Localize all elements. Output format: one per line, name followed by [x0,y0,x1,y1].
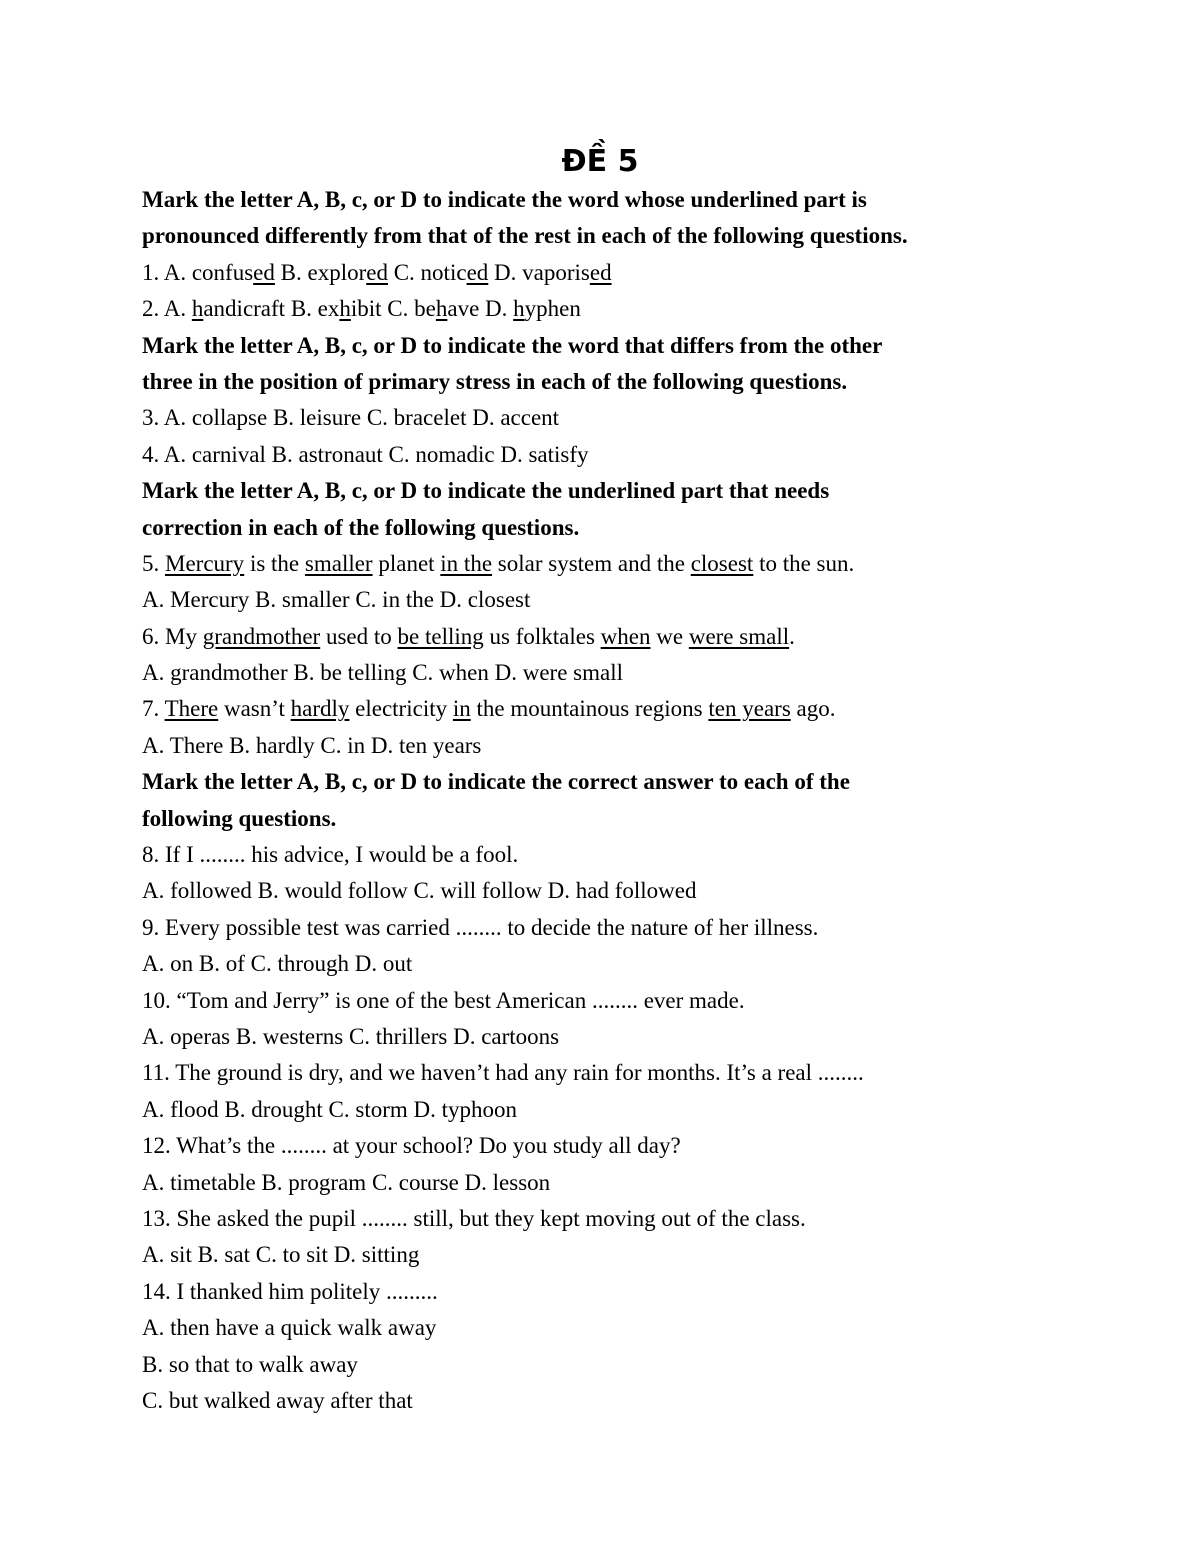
document-body [142,182,1072,1419]
text-segment: 12. What’s the ........ at your school? Do you study all day? [142,1133,681,1159]
text-segment: is the [244,550,305,576]
underlined-segment: h [513,296,525,322]
question-line [142,1019,1072,1055]
underlined-segment: when [600,623,651,649]
question-line [142,655,1072,691]
question-line [142,1347,1072,1383]
question-line [142,1165,1072,1201]
text-segment: solar system and the [492,550,691,576]
question-line [142,1201,1072,1237]
underlined-segment: h [191,296,204,322]
underlined-segment: closest [690,550,754,576]
underlined-segment: grandmother [202,623,321,649]
text-segment: C. notic [387,259,467,285]
question-line [142,437,1072,473]
text-segment: A. on B. of C. through D. out [142,951,413,977]
text-segment: andicraft B. ex [203,296,340,322]
text-segment: ago. [790,696,836,722]
text-segment: . [789,623,795,649]
instruction-line: correction in each of the following questions. [142,514,580,540]
question-line [142,728,1072,764]
instruction-line: following questions. [142,805,337,831]
text-segment: planet [372,550,441,576]
question-line [142,983,1072,1019]
underlined-segment: ten years [708,696,791,722]
underlined-segment: in [452,696,471,722]
text-segment: A. Mercury B. smaller C. in the D. closest [142,587,531,613]
instruction-line: three in the position of primary stress in each of the following questions. [142,368,848,394]
question-line [142,619,1072,655]
text-segment: 8. If I ........ his advice, I would be a fool. [142,842,519,868]
question-line [142,1237,1072,1273]
text-segment: we [650,623,689,649]
text-segment: wasn’t [218,696,291,722]
text-segment: yphen [524,296,581,322]
question-line [142,1274,1072,1310]
underlined-segment: h [339,296,351,322]
underlined-segment: hardly [290,696,350,722]
text-segment: to the sun. [753,550,855,576]
text-segment: us folktales [483,623,601,649]
question-line [142,1310,1072,1346]
instruction-line: Mark the letter A, B, c, or D to indicate the underlined part that needs [142,478,830,504]
text-segment: ave D. [447,296,514,322]
question-line [142,946,1072,982]
text-segment: electricity [349,696,453,722]
text-segment: A. timetable B. program C. course D. lesson [142,1169,551,1195]
underlined-segment: in the [440,550,493,576]
question-line [142,546,1072,582]
underlined-segment: ed [253,259,275,285]
underlined-segment: There [164,696,219,722]
question-line [142,291,1072,327]
underlined-segment: ed [589,259,612,285]
text-segment: A. then have a quick walk away [142,1315,437,1341]
text-segment: used to [320,623,398,649]
text-segment: 5. [142,550,165,576]
question-line [142,691,1072,727]
question-line [142,400,1072,436]
text-segment: A. flood B. drought C. storm D. typhoon [142,1096,518,1122]
underlined-segment: ed [466,259,489,285]
underlined-segment: smaller [304,550,373,576]
question-line [142,1128,1072,1164]
underlined-segment: ed [366,259,388,285]
instruction-line: Mark the letter A, B, c, or D to indicate the word whose underlined part is [142,187,867,212]
question-line [142,1092,1072,1128]
text-segment: the mountainous regions [470,696,709,722]
text-segment: B. so that to walk away [142,1351,358,1377]
text-segment: 9. Every possible test was carried ........ to decide the nature of her illness. [142,914,819,940]
question-line [142,837,1072,873]
underlined-segment: h [435,296,448,322]
text-segment: 1. A. confus [142,259,254,285]
instruction-line: pronounced differently from that of the rest in each of the following questions. [142,223,908,249]
text-segment: 10. “Tom and Jerry” is one of the best American ........ ever made. [142,987,745,1013]
instruction-line: Mark the letter A, B, c, or D to indicate the word that differs from the other [142,332,883,358]
question-line [142,255,1072,291]
text-segment: A. followed B. would follow C. will follow D. had followed [142,878,697,904]
instruction-line: Mark the letter A, B, c, or D to indicate the correct answer to each of the [142,769,850,795]
text-segment: 11. The ground is dry, and we haven’t had any rain for months. It’s a real ........ [142,1060,864,1086]
underlined-segment: be telling [397,623,484,649]
text-segment: D. vaporis [488,259,590,285]
text-segment: 14. I thanked him politely ......... [142,1278,438,1304]
text-segment: A. grandmother B. be telling C. when D. were small [142,660,623,686]
text-segment: C. but walked away after that [142,1387,413,1413]
question-line [142,1055,1072,1091]
page-title: ĐỀ 5 [561,144,639,179]
text-segment: B. explor [274,259,367,285]
text-segment: 7. [142,696,165,722]
question-line [142,582,1072,618]
question-line [142,1383,1072,1419]
underlined-segment: Mercury [165,550,245,576]
question-line [142,873,1072,909]
text-segment: 3. A. collapse B. leisure C. bracelet D. accent [142,405,560,431]
question-line [142,910,1072,946]
text-segment: 2. A. [142,296,192,322]
text-segment: A. operas B. westerns C. thrillers D. cartoons [142,1023,560,1049]
text-segment: ibit C. be [350,296,436,322]
text-segment: 13. She asked the pupil ........ still, but they kept moving out of the class. [142,1205,806,1231]
text-segment: A. There B. hardly C. in D. ten years [142,732,482,758]
text-segment: 4. A. carnival B. astronaut C. nomadic D. satisfy [142,441,589,467]
underlined-segment: were small [688,623,790,649]
text-segment: 6. My [142,623,203,649]
text-segment: A. sit B. sat C. to sit D. sitting [142,1242,420,1268]
